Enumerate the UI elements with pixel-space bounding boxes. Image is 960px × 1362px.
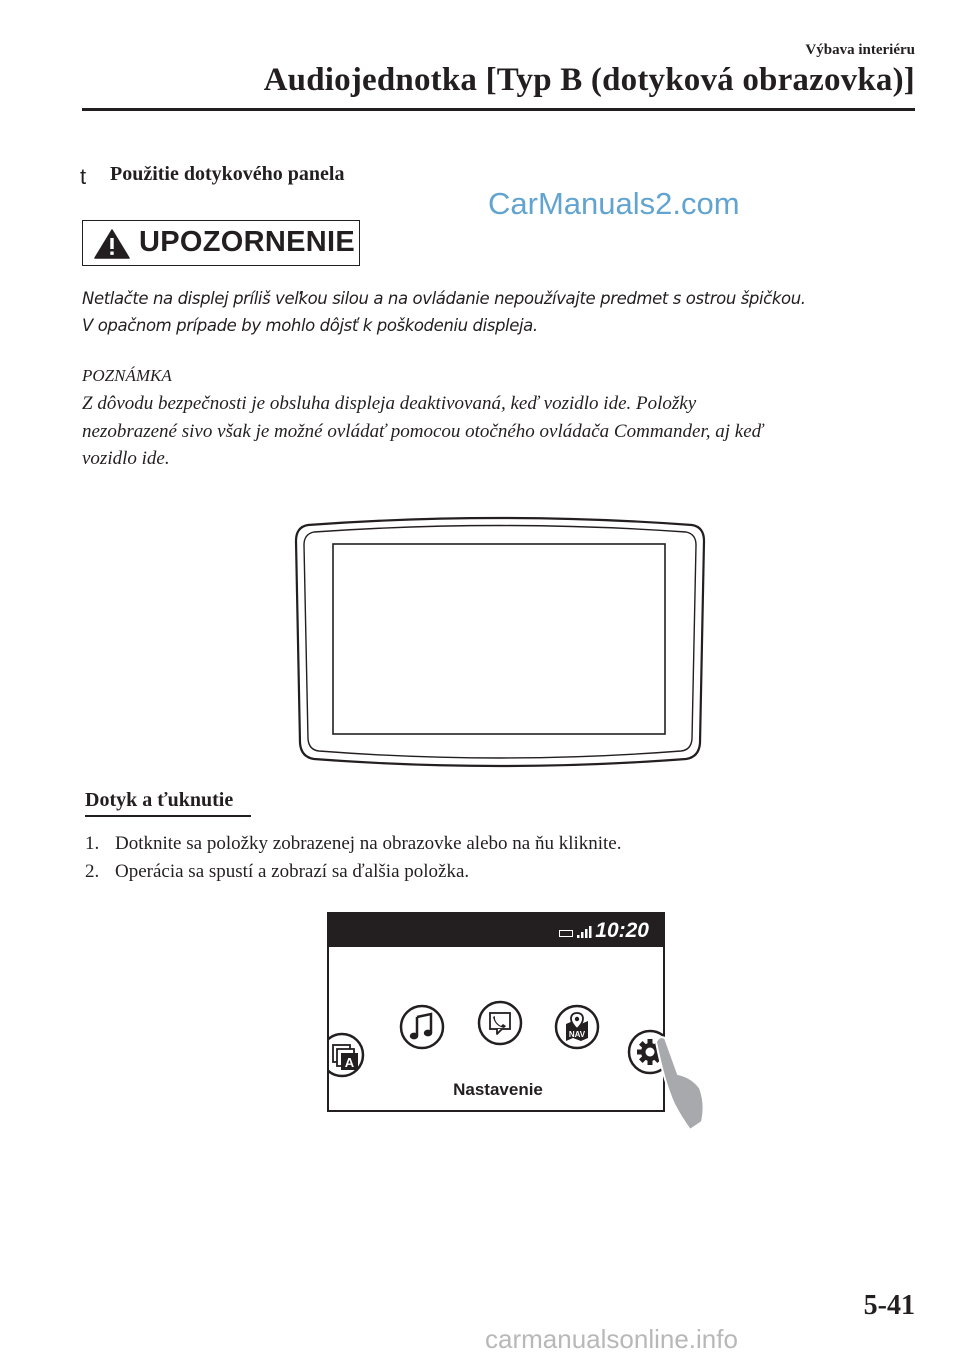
touch-heading-underline: [85, 815, 251, 817]
signal-icon: [577, 924, 593, 938]
note-line: nezobrazené sivo však je možné ovládať pomocou otočného ovládača Commander, aj keď: [82, 420, 764, 442]
page-number: 5-41: [863, 1290, 915, 1321]
page-title: Audiojednotka [Typ B (dotyková obrazovka)]: [263, 62, 915, 98]
list-item: [85, 858, 622, 886]
step-number: 2.: [85, 861, 100, 882]
status-bar: [329, 914, 663, 947]
note-heading: POZNÁMKA: [82, 366, 172, 385]
caution-line: Netlačte na displej príliš veľkou silou a na ovládanie nepoužívajte predmet s ostrou špičkou.: [82, 289, 806, 308]
ui-screenshot: [327, 912, 707, 1132]
navigation-icon[interactable]: [554, 1004, 600, 1050]
finger-icon: [650, 1032, 706, 1132]
clock: 10:20: [595, 919, 649, 942]
note-text: [82, 390, 922, 473]
step-number: 1.: [85, 833, 100, 854]
watermark: CarManuals2.com: [488, 186, 740, 221]
steps-list: [85, 830, 622, 886]
applications-icon[interactable]: [327, 1032, 365, 1078]
phone-icon[interactable]: [477, 1000, 523, 1046]
subsection-title: Použitie dotykového panela: [110, 163, 345, 185]
title-rule: [82, 108, 915, 111]
note-line: vozidlo ide.: [82, 448, 170, 469]
list-item: [85, 830, 622, 858]
subsection-bullet: t: [80, 164, 87, 189]
ui-screen: [327, 912, 665, 1112]
nav-text: NAV: [568, 1030, 586, 1039]
warning-icon: [94, 229, 130, 259]
step-text: Dotknite sa položky zobrazenej na obrazovke alebo na ňu kliknite.: [115, 833, 622, 854]
caution-box: [82, 220, 360, 266]
battery-icon: [559, 930, 573, 937]
caution-text: [82, 285, 922, 339]
step-text: Operácia sa spustí a zobrazí sa ďalšia položka.: [115, 861, 470, 882]
section-kicker: Výbava interiéru: [805, 42, 915, 58]
footer-watermark: carmanualsonline.info: [485, 1324, 738, 1354]
touch-heading: Dotyk a ťuknutie: [85, 789, 234, 811]
caution-label: UPOZORNENIE: [139, 226, 355, 258]
app-letter: A: [344, 1055, 355, 1070]
note-line: Z dôvodu bezpečnosti je obsluha displeja deaktivovaná, keď vozidlo ide. Položky: [82, 393, 697, 414]
settings-label: Nastavenie: [453, 1080, 543, 1099]
music-icon[interactable]: [399, 1004, 445, 1050]
caution-line: V opačnom prípade by mohlo dôjsť k poškodeniu displeja.: [82, 316, 538, 335]
display-illustration: [290, 515, 710, 770]
